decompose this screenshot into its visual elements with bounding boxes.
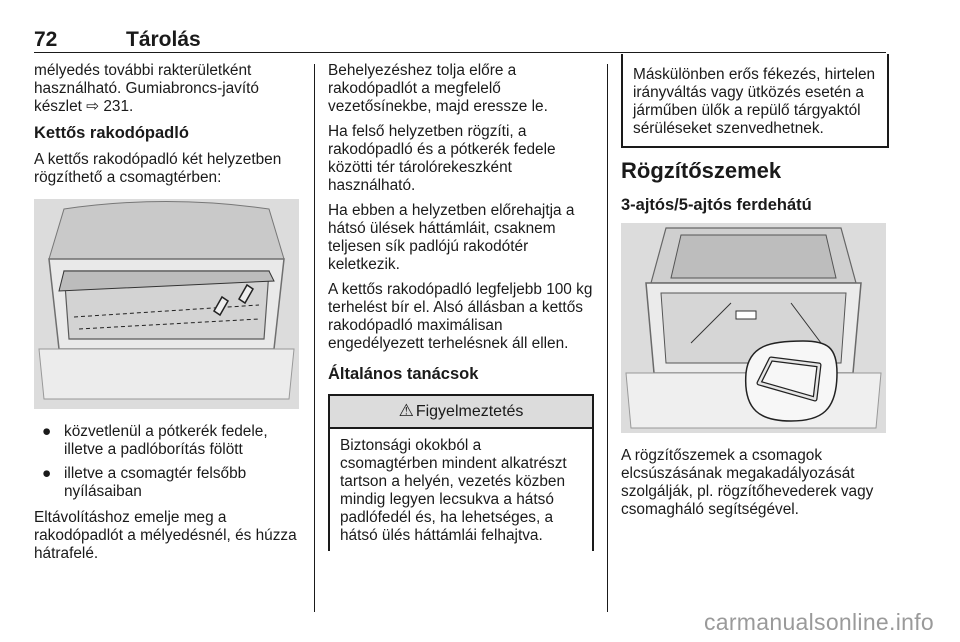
list-item: ● illetve a csomagtér felsőbb nyílásaiban bbox=[42, 465, 247, 500]
warning-triangle-icon: ⚠ bbox=[398, 401, 414, 420]
intro-text: mélyedés további rakterületként használható. Gumiabroncs-javító készlet ⇨ 231. bbox=[34, 62, 259, 115]
warning-text: Biztonsági okokból a csomagtérben mindent alkatrészt tartson a helyén, vezetés közben mindig legyen lecsukva a hátsó padlófedél és, ha lehetséges, a hátsó ülés háttámlái felhajtva. bbox=[340, 437, 567, 544]
heading-double-floor: Kettős rakodópadló bbox=[34, 124, 189, 142]
heading-hatchback: 3-ajtós/5-ajtós ferdehátú bbox=[621, 196, 812, 214]
floor-position-list bbox=[34, 423, 302, 501]
lashing-eye-drawing bbox=[621, 223, 886, 433]
cargo-floor-illustration bbox=[34, 199, 299, 409]
insert-text: Behelyezéshez tolja előre a rakodópadlót a megfelelő vezetősínekbe, majd eressze le. bbox=[328, 62, 548, 115]
upper-position-text: Ha felső helyzetben rögzíti, a rakodópadló és a pótkerék fedele közötti tér tárolórekeszként használható. bbox=[328, 123, 556, 194]
column-1 bbox=[34, 62, 302, 570]
flat-floor-text: Ha ebben a helyzetben előrehajtja a hátsó ülések háttámláit, csaknem teljesen sík padlójú rakodótér keletkezik. bbox=[328, 202, 575, 273]
warning-continuation-text: Máskülönben erős fékezés, hirtelen irányváltás vagy ütközés esetén a járműben ülők a repülő tárgyaktól sérüléseket szenvedhetnek. bbox=[633, 66, 876, 137]
lashing-eye-illustration bbox=[621, 223, 886, 433]
column-divider-2 bbox=[607, 64, 608, 612]
double-floor-text: A kettős rakodópadló két helyzetben rögzíthető a csomagtérben: bbox=[34, 151, 282, 186]
list-item: ● közvetlenül a pótkerék fedele, illetve a padlóborítás fölött bbox=[42, 423, 268, 458]
bullet-icon: ● bbox=[42, 465, 52, 482]
lashing-eyes-text: A rögzítőszemek a csomagok elcsúszásának megakadályozását szolgálják, pl. rögzítőhevederek vagy csomagháló segítségével. bbox=[621, 447, 874, 518]
page-number: 72 bbox=[34, 28, 58, 51]
heading-general-advice: Általános tanácsok bbox=[328, 365, 479, 383]
warning-header bbox=[330, 396, 592, 429]
section-lashing-eyes: Rögzítőszemek bbox=[621, 158, 782, 183]
load-limit-text: A kettős rakodópadló legfeljebb 100 kg terhelést bír el. Alsó állásban a kettős rakodópadló maximálisan engedélyezett terhelésnek áll ellen. bbox=[328, 281, 593, 352]
cargo-floor-drawing bbox=[34, 199, 299, 409]
column-3 bbox=[621, 62, 889, 526]
header-rule bbox=[34, 52, 886, 53]
bullet-icon: ● bbox=[42, 423, 52, 440]
column-divider-1 bbox=[314, 64, 315, 612]
removal-text: Eltávolításhoz emelje meg a rakodópadlót a mélyedésnél, és húzza hátrafelé. bbox=[34, 509, 297, 562]
watermark: carmanualsonline.info bbox=[703, 609, 934, 635]
warning-continuation-box bbox=[621, 54, 889, 148]
warning-title: Figyelmeztetés bbox=[415, 403, 524, 420]
warning-box bbox=[328, 394, 594, 551]
chapter-title: Tárolás bbox=[126, 28, 201, 51]
page-header bbox=[34, 28, 886, 54]
column-2 bbox=[328, 62, 594, 551]
